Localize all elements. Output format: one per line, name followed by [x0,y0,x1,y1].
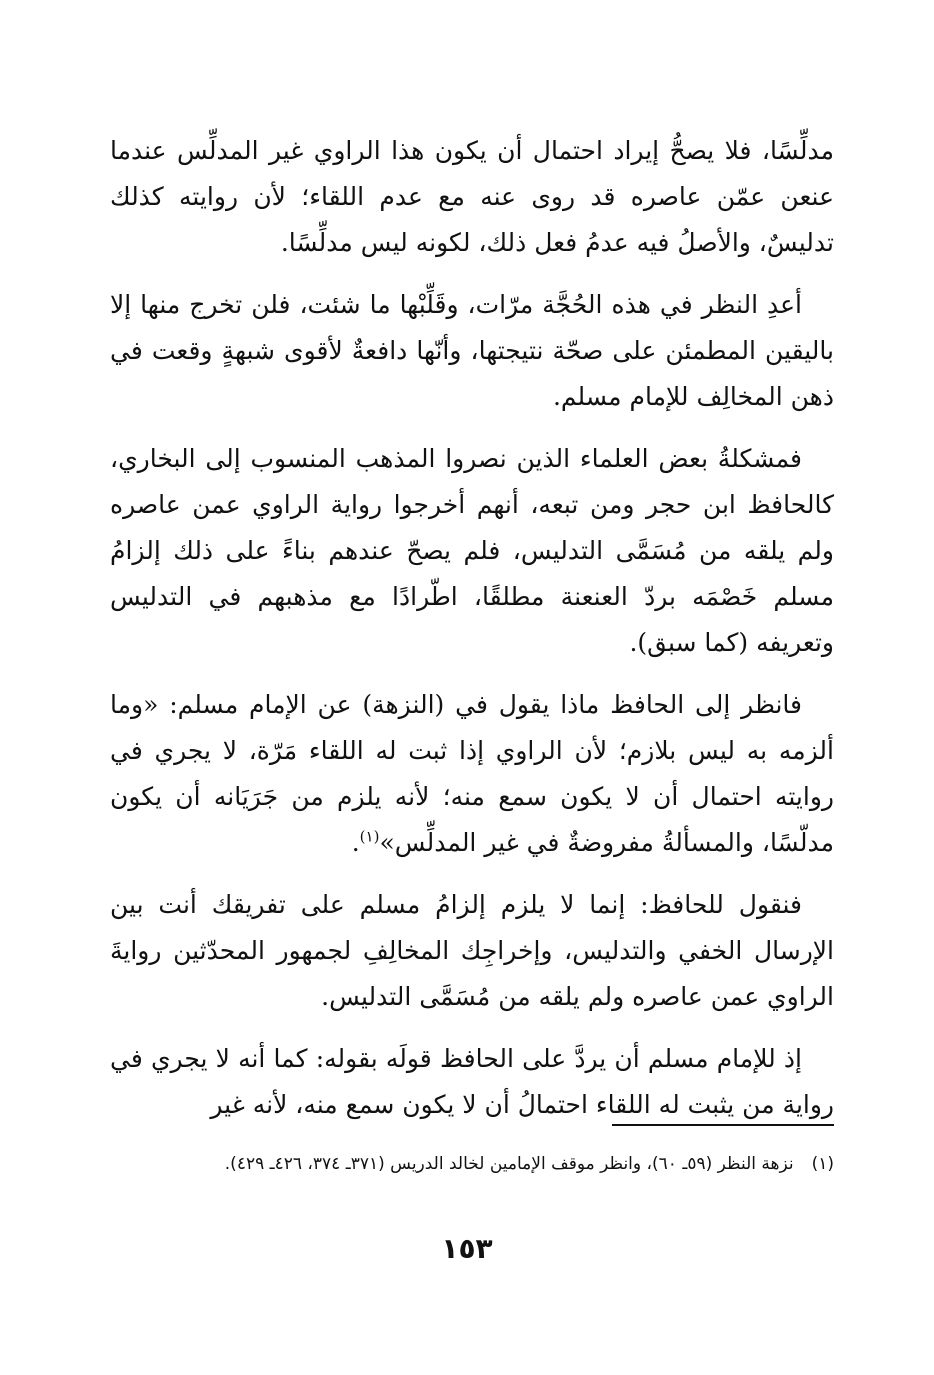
paragraph-4 [110,682,834,866]
footnote-divider [612,1124,834,1126]
page-body [110,128,834,1144]
footnote-text: نزهة النظر (٥٩ـ ٦٠)، وانظر موقف الإمامين لخالد الدريس (٣٧١ـ ٣٧٤، ٤٢٦ـ ٤٢٩). [224,1154,794,1174]
paragraph-2: أعدِ النظر في هذه الحُجَّة مرّات، وقَلِّبْها ما شئت، فلن تخرج منها إلا باليقين المطمئن على صحّة نتيجتها، وأنّها دافعةٌ لأقوى شبهةٍ وقعت في ذهن المخالِف للإمام مسلم. [110,290,834,411]
paragraph-3: فمشكلةُ بعض العلماء الذين نصروا المذهب المنسوب إلى البخاري، كالحافظ ابن حجر ومن تبعه، أنهم أخرجوا رواية الراوي عمن عاصره ولم يلقه من مُسَمَّى التدليس، فلم يصحّ عندهم بناءً على ذلك إلزامُ مسلم خَصْمَه بردّ العنعنة مطلقًا، اطّرادًا مع مذهبهم في التدليس وتعريفه (كما سبق). [110,444,834,657]
paragraph-4-text: فانظر إلى الحافظ ماذا يقول في (النزهة) عن الإمام مسلم: «وما ألزمه به ليس بلازم؛ لأن الراوي إذا ثبت له اللقاء مَرّة، لا يجري في روايته احتمال أن لا يكون سمع منه؛ لأنه يلزم من جَرَيَانه أن يكون مدلّسًا، والمسألةُ مفروضةٌ في غير المدلِّس» [110,690,834,857]
footnote [110,1150,834,1178]
paragraph-1: مدلِّسًا، فلا يصحُّ إيراد احتمال أن يكون هذا الراوي غير المدلِّس عندما عنعن عمّن عاصره قد روى عنه مع عدم اللقاء؛ لأن روايته كذلك تدليسٌ، والأصلُ فيه عدمُ فعل ذلك، لكونه ليس مدلِّسًا. [110,136,834,257]
paragraph-6: إذ للإمام مسلم أن يردَّ على الحافظ قولَه بقوله: كما أنه لا يجري في رواية من يثبت له اللقاء احتمالُ أن لا يكون سمع منه، لأنه غير [110,1044,834,1119]
footnote-reference[interactable]: (١) [359,827,380,846]
paragraph-5: فنقول للحافظ: إنما لا يلزم إلزامُ مسلم على تفريقك أنت بين الإرسال الخفي والتدليس، وإخراجِك المخالِفِ لجمهور المحدّثين روايةَ الراوي عمن عاصره ولم يلقه من مُسَمَّى التدليس. [110,890,834,1011]
footnote-number: (١) [811,1154,834,1174]
paragraph-4-end: . [351,828,360,857]
page-number: ١٥٣ [441,1232,493,1265]
